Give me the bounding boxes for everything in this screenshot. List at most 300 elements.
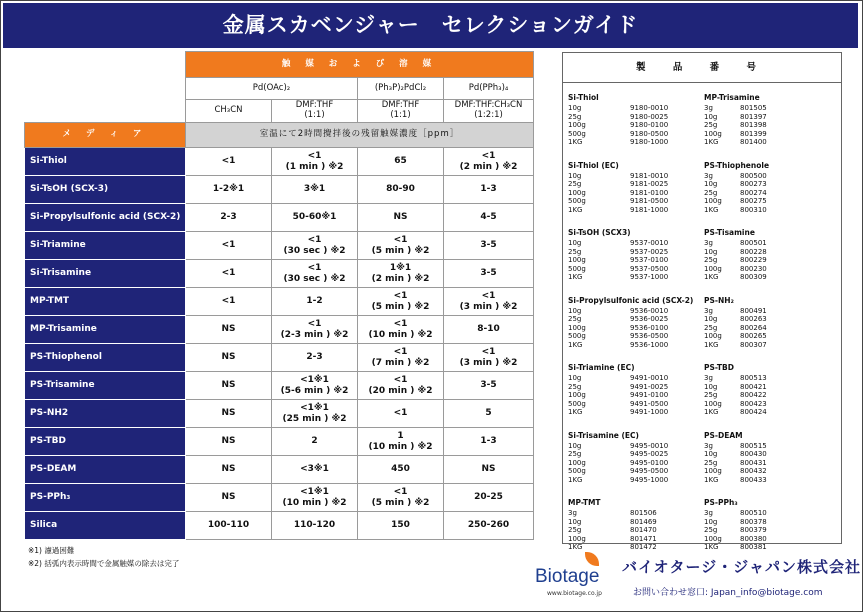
product-code: 801398 [740,121,767,129]
product-code: 9491-1000 [630,408,669,416]
product-name: Si-Triamine (EC) [568,363,635,372]
catalyst-header: 触 媒 お よ び 溶 媒 [186,52,534,78]
value-cell: 1-3 [444,428,534,456]
product-row [704,383,839,392]
product-name: Si-Trisamine (EC) [568,430,639,440]
product-row [704,239,839,248]
table-row [25,316,534,344]
product-code: 9537-0100 [630,256,669,264]
product-size: 25g [704,256,718,264]
product-row [704,206,839,215]
product-row [704,459,839,468]
product-size: 500g [568,399,586,408]
product-size: 100g [568,121,586,129]
product-size: 1KG [568,205,583,214]
product-size: 500g [568,197,586,205]
value-cell: <1 (7 min ) ※2 [358,344,444,372]
product-row [704,391,839,400]
value-cell: <1 (3 min ) ※2 [444,288,534,316]
product-code: 800273 [740,180,767,188]
table-row [25,400,534,428]
media-name: PS-NH2 [25,400,186,428]
page-title: 金属スカベンジャー セレクションガイド [3,3,858,48]
product-block [568,228,703,282]
product-row [568,206,703,215]
product-code: 9495-1000 [630,475,669,484]
value-cell: <1 [186,260,272,288]
media-name: PS-PPh₃ [25,484,186,512]
product-size: 25g [568,247,582,256]
product-code: 9491-0010 [630,374,669,382]
value-cell: 20-25 [444,484,534,512]
product-row [704,442,839,451]
product-name: Si-Thiol (EC) [568,160,619,170]
product-row [704,476,839,485]
product-code: 800229 [740,256,767,264]
product-size: 10g [704,450,718,458]
product-row [568,138,703,147]
contact-info: お問い合わせ窓口: Japan_info@biotage.com [633,588,823,598]
value-cell: 1-3 [444,176,534,204]
product-row [704,121,839,130]
product-size: 1KG [568,340,583,349]
value-cell: 8-10 [444,316,534,344]
product-size: 10g [704,180,718,188]
value-cell: NS [358,204,444,232]
product-size: 3g [568,509,577,517]
value-cell: 2-3 [272,344,358,372]
table-row [25,148,534,176]
product-size: 25g [568,382,582,391]
product-name: Si-Thiol [568,93,599,102]
value-cell: 250-260 [444,512,534,540]
product-size: 500g [568,129,586,138]
product-code: 800433 [740,475,767,484]
product-code: 9536-0025 [630,315,669,323]
product-size: 1KG [568,408,583,416]
product-size: 1KG [704,205,719,214]
product-row [568,121,703,130]
product-size: 100g [704,534,722,543]
product-code: 801399 [740,129,767,138]
product-code: 9537-0500 [630,264,669,273]
product-size: 10g [704,112,718,121]
product-code: 800422 [740,391,767,399]
product-row [568,172,703,181]
media-name: PS-Thiophenol [25,344,186,372]
company-name: バイオタージ・ジャパン株式会社 [622,558,861,576]
product-code: 800501 [740,239,767,247]
value-cell: NS [186,456,272,484]
product-row [704,138,839,147]
product-code: 800423 [740,399,767,408]
product-size: 25g [704,323,718,332]
product-size: 1KG [704,273,719,281]
value-cell: NS [444,456,534,484]
product-size: 1KG [568,475,583,484]
product-size: 3g [704,306,713,315]
media-name: MP-Trisamine [25,316,186,344]
product-code: 9491-0500 [630,399,669,408]
product-size: 25g [704,188,718,197]
value-cell: 2 [272,428,358,456]
product-row [568,341,703,350]
product-row [704,256,839,265]
product-row [568,113,703,122]
product-block [704,161,839,215]
value-cell: <1 (5 min ) ※2 [358,288,444,316]
product-name: PS-DEAM [704,430,743,440]
product-block [704,431,839,485]
value-cell: 65 [358,148,444,176]
product-size: 100g [704,467,722,475]
product-code: 800307 [740,340,767,349]
product-code: 800265 [740,332,767,340]
product-size: 100g [568,391,586,399]
product-size: 10g [704,315,718,323]
product-code: 800515 [740,441,767,450]
product-size: 100g [704,399,722,408]
value-cell: 5 [444,400,534,428]
table-row [25,456,534,484]
product-size: 3g [704,374,713,382]
product-block [704,363,839,417]
product-size: 25g [568,450,582,458]
solvent-cell: DMF:THF:CH₃CN (1:2:1) [444,100,534,123]
value-cell: <1※1 (5-6 min ) ※2 [272,372,358,400]
product-name: PS-Thiophenole [704,160,770,170]
leaf-icon [585,552,599,566]
product-row [568,239,703,248]
product-block [704,228,839,282]
value-cell: 150 [358,512,444,540]
product-row [568,459,703,468]
product-code: 801506 [630,509,657,517]
media-name: PS-TBD [25,428,186,456]
product-name: PS-TBD [704,363,734,372]
product-size: 10g [568,441,582,450]
media-name: Silica [25,512,186,540]
product-code: 800309 [740,273,767,281]
value-cell: 3-5 [444,260,534,288]
product-code: 800274 [740,188,767,197]
value-cell: <1 (30 sec ) ※2 [272,232,358,260]
media-name: Si-Thiol [25,148,186,176]
solvent-cell: CH₃CN [186,100,272,123]
value-cell: <1 (20 min ) ※2 [358,372,444,400]
product-name: PS-NH₂ [704,295,734,305]
product-code: 9180-0500 [630,129,669,138]
product-row [568,476,703,485]
footnote-2: ※2) 括弧内表示時間で金属触媒の除去は完了 [28,559,180,568]
product-number-panel [562,52,842,551]
value-cell: <1 (2 min ) ※2 [444,148,534,176]
product-size: 3g [704,239,713,247]
product-code: 801505 [740,104,767,112]
product-code: 801470 [630,526,657,534]
product-row [568,104,703,113]
product-code: 801400 [740,138,767,146]
value-cell: 50-60※1 [272,204,358,232]
product-code: 9181-1000 [630,205,669,214]
product-size: 10g [568,239,582,247]
product-size: 100g [704,264,722,273]
value-cell: <1 (5 min ) ※2 [358,484,444,512]
product-row [568,265,703,274]
product-row [568,248,703,257]
product-code: 800421 [740,382,767,391]
product-size: 100g [704,332,722,340]
product-block [704,93,839,147]
product-size: 1KG [704,475,719,484]
product-row [568,408,703,417]
footnote-1: ※1) 濾過困難 [28,546,75,555]
product-row [704,104,839,113]
product-size: 1KG [568,273,583,281]
product-size: 25g [568,112,582,121]
product-row [704,130,839,139]
solvent-cell: DMF:THF (1:1) [272,100,358,123]
product-code: 800381 [740,543,767,551]
media-name: MP-TMT [25,288,186,316]
product-code: 800431 [740,458,767,467]
product-block [568,498,703,552]
product-code: 9181-0500 [630,197,669,205]
product-row [568,467,703,476]
product-row [704,467,839,476]
selection-table [24,51,534,540]
product-row [568,400,703,409]
product-size: 25g [704,391,718,399]
product-code: 9181-0010 [630,171,669,180]
product-size: 1KG [704,408,719,416]
product-row [704,315,839,324]
product-code: 800310 [740,205,767,214]
media-name: Si-Trisamine [25,260,186,288]
product-code: 9495-0100 [630,458,669,467]
value-cell: <1 [358,400,444,428]
catalyst-pdpph34: Pd(PPh₃)₄ [444,78,534,100]
product-code: 800500 [740,171,767,180]
product-code: 9491-0025 [630,382,669,391]
table-row [25,176,534,204]
product-code: 800230 [740,264,767,273]
product-code: 800263 [740,315,767,323]
product-header: 製 品 番 号 [563,53,841,83]
product-size: 10g [704,517,718,526]
product-row [568,273,703,282]
product-code: 9181-0025 [630,180,669,188]
product-block [568,93,703,147]
product-code: 9180-0100 [630,121,669,129]
product-size: 100g [568,458,586,467]
product-code: 9536-0500 [630,332,669,340]
value-cell: <1※1 (25 min ) ※2 [272,400,358,428]
product-row [704,408,839,417]
product-code: 800378 [740,517,767,526]
product-row [704,180,839,189]
product-block [568,161,703,215]
value-cell: 1-2 [272,288,358,316]
product-row [704,526,839,535]
product-code: 9180-0025 [630,112,669,121]
value-cell: 80-90 [358,176,444,204]
value-cell: 1-2※1 [186,176,272,204]
media-header: メ デ ィ ア [25,123,186,148]
product-row [704,273,839,282]
product-row [568,332,703,341]
product-code: 9537-0010 [630,239,669,247]
value-cell: 100-110 [186,512,272,540]
value-cell: 3-5 [444,372,534,400]
product-row [704,535,839,544]
logo-text: Biotage [535,566,600,587]
product-code: 800228 [740,247,767,256]
table-row [25,512,534,540]
product-size: 100g [568,256,586,264]
product-size: 10g [704,247,718,256]
product-size: 3g [704,441,713,450]
product-name: MP-TMT [568,498,601,507]
value-cell: <1 [186,232,272,260]
product-code: 800432 [740,467,767,475]
table-row [25,232,534,260]
product-column-right [704,93,839,566]
product-size: 3g [704,104,713,112]
product-block [568,363,703,417]
table-row [25,372,534,400]
product-code: 9180-1000 [630,138,669,146]
product-row [704,341,839,350]
product-row [704,265,839,274]
product-row [568,450,703,459]
product-block [704,296,839,350]
value-cell: <1 (5 min ) ※2 [358,232,444,260]
value-cell: 1※1 (2 min ) ※2 [358,260,444,288]
product-size: 25g [568,315,582,323]
product-row [568,383,703,392]
product-code: 800424 [740,408,767,416]
product-row [704,324,839,333]
product-size: 25g [568,526,582,534]
product-row [568,189,703,198]
value-cell: NS [186,344,272,372]
product-size: 500g [568,264,586,273]
product-row [704,307,839,316]
product-size: 100g [568,534,586,543]
value-cell: <1 [186,148,272,176]
product-code: 9181-0100 [630,188,669,197]
value-cell: 450 [358,456,444,484]
media-name: PS-DEAM [25,456,186,484]
table-row [25,260,534,288]
product-row [568,391,703,400]
table-row [25,204,534,232]
product-code: 801471 [630,534,657,543]
catalyst-pdoac2: Pd(OAc)₂ [186,78,358,100]
product-size: 100g [568,323,586,332]
media-name: Si-Triamine [25,232,186,260]
product-size: 25g [568,180,582,188]
product-code: 9180-0010 [630,104,669,112]
product-code: 9537-1000 [630,273,669,281]
product-row [704,332,839,341]
product-row [704,543,839,552]
product-code: 800510 [740,509,767,517]
value-cell: <1 (2-3 min ) ※2 [272,316,358,344]
product-size: 500g [568,467,586,475]
product-row [704,172,839,181]
product-row [704,189,839,198]
product-size: 10g [568,517,582,526]
product-size: 3g [704,509,713,517]
value-cell: <1 (30 sec ) ※2 [272,260,358,288]
product-row [704,248,839,257]
value-cell: 110-120 [272,512,358,540]
value-cell: 2-3 [186,204,272,232]
value-cell: 3-5 [444,232,534,260]
product-name: PS-Tisamine [704,228,755,237]
value-cell: 4-5 [444,204,534,232]
table-row [25,344,534,372]
product-size: 1KG [568,138,583,146]
media-name: PS-Trisamine [25,372,186,400]
product-size: 10g [568,306,582,315]
value-cell: <1 (3 min ) ※2 [444,344,534,372]
product-row [568,307,703,316]
product-row [568,256,703,265]
product-size: 10g [568,171,582,180]
product-size: 100g [704,129,722,138]
product-name: Si-Propylsulfonic acid (SCX-2) [568,295,694,305]
product-size: 25g [704,458,718,467]
product-code: 800264 [740,323,767,332]
product-code: 801397 [740,112,767,121]
value-cell: NS [186,372,272,400]
product-row [704,450,839,459]
value-cell: NS [186,316,272,344]
product-row [568,442,703,451]
product-row [568,315,703,324]
product-block [704,498,839,552]
product-block [568,431,703,485]
product-code: 9536-0010 [630,306,669,315]
product-row [568,374,703,383]
value-cell: NS [186,400,272,428]
product-size: 100g [568,188,586,197]
product-code: 9537-0025 [630,247,669,256]
value-cell: <1※1 (10 min ) ※2 [272,484,358,512]
product-name: PS-PPh₃ [704,498,738,507]
product-name: MP-Trisamine [704,93,760,102]
product-row [568,535,703,544]
product-size: 10g [704,382,718,391]
product-row [568,130,703,139]
product-size: 500g [568,332,586,340]
biotage-logo [533,552,607,602]
product-code: 9491-0100 [630,391,669,399]
product-row [568,543,703,552]
table-row [25,484,534,512]
logo-url: www.biotage.co.jp [547,590,602,597]
product-row [568,324,703,333]
product-row [704,509,839,518]
product-code: 9536-1000 [630,340,669,349]
product-size: 1KG [704,340,719,349]
product-row [704,374,839,383]
product-row [568,518,703,527]
product-block [568,296,703,350]
